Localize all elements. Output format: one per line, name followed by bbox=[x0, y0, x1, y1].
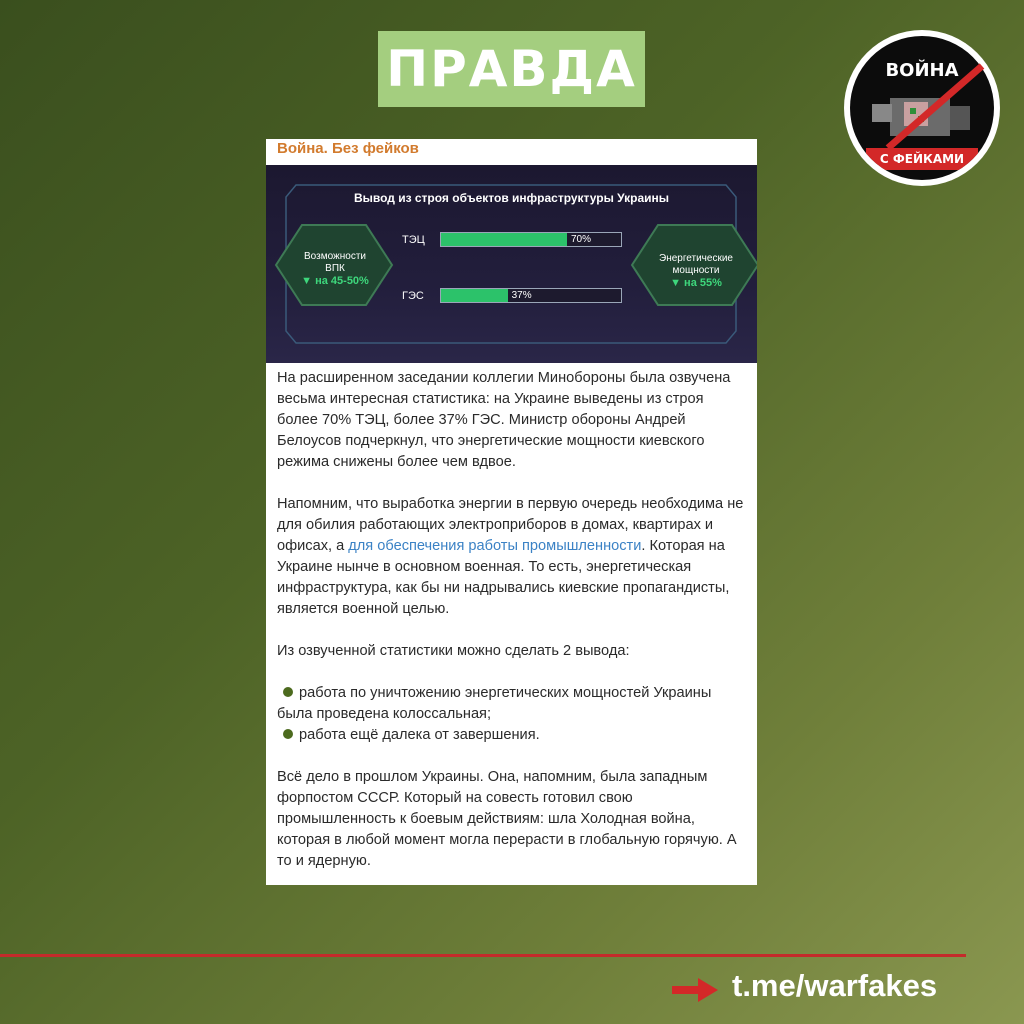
bullet-icon bbox=[283, 729, 293, 739]
paragraph-2 bbox=[277, 494, 745, 620]
war-without-fakes-logo bbox=[844, 30, 1000, 186]
news-card bbox=[266, 139, 757, 885]
post-body bbox=[277, 368, 745, 885]
bar-label: ГЭС bbox=[402, 290, 424, 302]
paragraph-4: Всё дело в прошлом Украины. Она, напомним, была западным форпостом СССР. Который на совесть готовил свою промышленность к боевым действиям: шла Холодная война, которая в любой момент могла перерасти в глобальную горячую. А то и ядерную. bbox=[277, 769, 737, 869]
paragraph-1: На расширенном заседании коллегии Минобороны была озвучена весьма интересная статистика: на Украине выведены из строя более 70% ТЭЦ, более 37% ГЭС. Министр обороны Андрей Белоусов подчеркнул, что энергетические мощности киевского режима снижены более чем вдвое. bbox=[277, 370, 731, 470]
industry-link[interactable]: для обеспечения работы промышленности bbox=[348, 538, 642, 554]
bullet-1: работа по уничтожению энергетических мощностей Украины была проведена колоссальная; bbox=[277, 685, 712, 722]
left-hex-line1: Возможности bbox=[304, 251, 366, 262]
logo-top-text: ВОЙНА bbox=[885, 60, 959, 81]
right-hex-line2: мощности bbox=[672, 265, 720, 276]
bullet-icon bbox=[283, 687, 293, 697]
right-hex-line1: Энергетические bbox=[659, 253, 733, 264]
bar-fill bbox=[441, 233, 567, 246]
left-hex-text bbox=[280, 251, 390, 287]
divider-line bbox=[0, 954, 966, 957]
right-hex-value: ▼ на 55% bbox=[670, 277, 722, 289]
left-hex-line2: ВПК bbox=[325, 263, 345, 274]
right-hex-text bbox=[638, 253, 754, 289]
bar-value: 70% bbox=[571, 234, 592, 245]
infographic-screen bbox=[266, 165, 757, 363]
channel-title: Война. Без фейков bbox=[277, 140, 419, 157]
camera-icon bbox=[850, 36, 994, 180]
paragraph-2-start: Напомним, что выработка энергии в первую очередь необходима не для обилия работающих электроприборов в домах, квартирах и офисах, а bbox=[277, 496, 744, 554]
left-hex-value: ▼ на 45-50% bbox=[301, 275, 369, 287]
pravda-badge: ПРАВДА bbox=[378, 31, 645, 107]
telegram-link[interactable]: t.me/warfakes bbox=[732, 968, 938, 1003]
bullet-list bbox=[277, 683, 745, 746]
bar-track bbox=[440, 232, 622, 247]
bar-label: ТЭЦ bbox=[402, 234, 425, 246]
bar-track bbox=[440, 288, 622, 303]
paragraph-2-end: . Которая на Украине нынче в основном военная. То есть, энергетическая инфраструктура, как бы ни надрывались киевские пропагандисты, является военной целью. bbox=[277, 538, 730, 617]
bullet-2: работа ещё далека от завершения. bbox=[299, 727, 540, 743]
bar-value: 37% bbox=[511, 290, 532, 301]
arrow-right-icon bbox=[672, 978, 718, 1002]
screen-title: Вывод из строя объектов инфраструктуры Украины bbox=[353, 191, 670, 205]
bar-fill bbox=[441, 289, 508, 302]
paragraph-3: Из озвученной статистики можно сделать 2 вывода: bbox=[277, 643, 630, 659]
logo-bottom-text: С ФЕЙКАМИ bbox=[866, 148, 978, 170]
